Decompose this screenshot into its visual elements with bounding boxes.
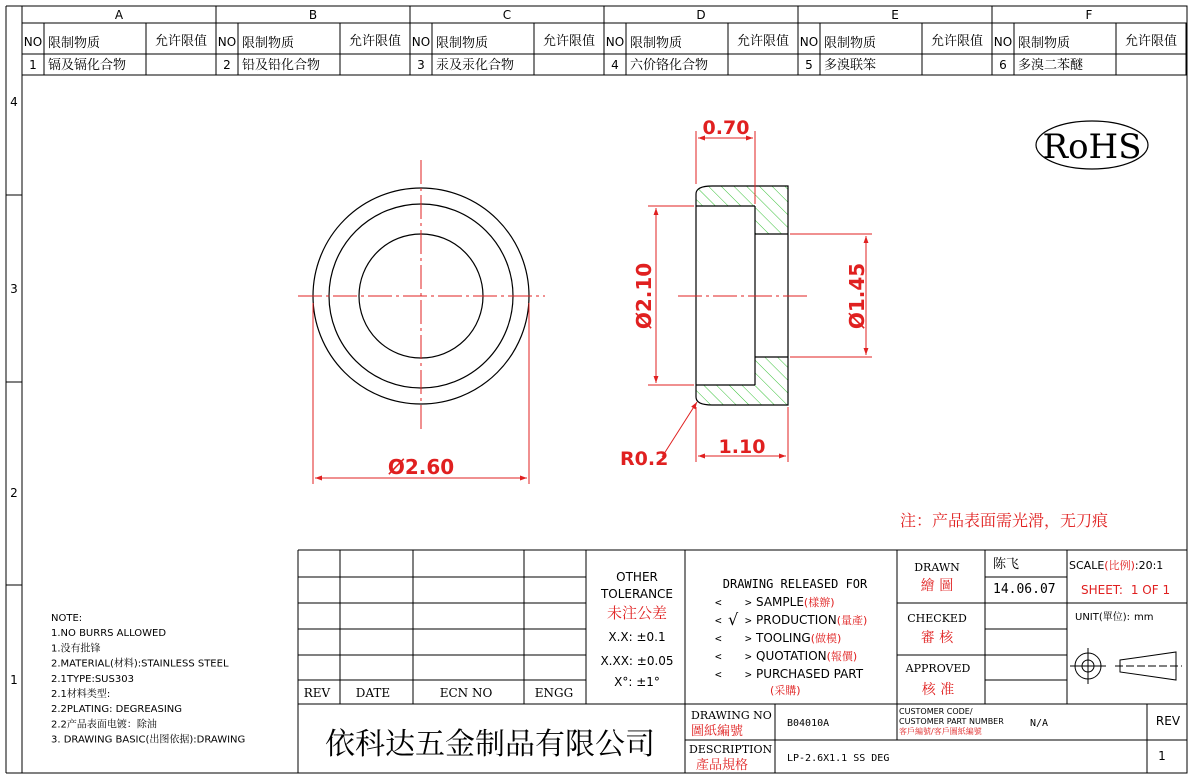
- tolerance-line-2: X.XX: ±0.05: [600, 654, 674, 668]
- substance-header: 限制物质: [824, 36, 877, 51]
- front-view: [298, 160, 545, 484]
- unit-label: UNIT(單位):: [1075, 612, 1131, 623]
- rev-label: REV: [1155, 714, 1181, 728]
- substance-header: 限制物质: [48, 36, 101, 51]
- tolerance-line-3: X°: ±1°: [614, 675, 660, 689]
- rohs-mark: [1036, 121, 1148, 169]
- drawing-no-label: DRAWING NO: [691, 709, 772, 722]
- projection-symbol-icon: [1070, 648, 1182, 684]
- customer-label-cn: 客戶編號/客戶圖紙編號: [899, 727, 982, 736]
- description-value: LP-2.6X1.1 SS DEG: [787, 753, 890, 764]
- description-label: DESCRIPTION: [689, 743, 773, 756]
- no-header: NO: [993, 35, 1013, 49]
- substance-group: [412, 23, 604, 75]
- substance-name: 六价铬化合物: [630, 58, 709, 73]
- zone-col-a: A: [114, 8, 124, 22]
- substance-no: 2: [223, 58, 231, 72]
- substance-header: 限制物质: [436, 36, 489, 51]
- release-option-text: [755, 631, 841, 645]
- drawn-by: 陈飞: [993, 557, 1020, 572]
- limit-header: 允许限值: [542, 34, 596, 49]
- limit-header: 允许限值: [1124, 34, 1178, 49]
- general-notes: [51, 613, 245, 746]
- scale-label-cn: (比例): [1104, 559, 1135, 572]
- substance-name: 多溴联笨: [824, 58, 877, 73]
- substance-group: [218, 23, 410, 75]
- release-arrow: >: [745, 668, 752, 681]
- limit-header: 允许限值: [736, 34, 790, 49]
- date-header: DATE: [355, 686, 391, 700]
- sheet-label: SHEET:: [1081, 583, 1123, 597]
- flange-diameter-label: Ø2.10: [632, 262, 656, 330]
- unit-line: [1075, 611, 1154, 623]
- limit-header: 允许限值: [348, 34, 402, 49]
- drawn-label: DRAWN: [914, 561, 960, 574]
- no-header: NO: [605, 35, 625, 49]
- note-line: NOTE:: [51, 613, 83, 624]
- release-arrow: >: [745, 596, 752, 609]
- zone-col-d: D: [696, 8, 706, 22]
- release-check-icon: √: [728, 610, 739, 629]
- limit-header: 允许限值: [154, 34, 208, 49]
- note-line: 2.1材料类型:: [51, 689, 111, 700]
- no-header: NO: [217, 35, 237, 49]
- release-option-cn: (采購): [770, 684, 801, 697]
- release-option-cn: (樣辦): [803, 596, 835, 609]
- zone-row-3: 3: [10, 282, 18, 296]
- rev-header: REV: [303, 686, 331, 700]
- signoff-block: [905, 557, 1056, 698]
- release-option-label: TOOLING: [756, 631, 811, 645]
- description-label-cn: 產品規格: [696, 758, 749, 773]
- release-option-text: [756, 667, 864, 681]
- zone-row-1: 1: [10, 673, 18, 687]
- release-arrow: >: [745, 632, 752, 645]
- rohs-label: RoHS: [1042, 127, 1142, 167]
- note-line: 3. DRAWING BASIC(出图依据):DRAWING: [51, 734, 246, 746]
- substance-group: [800, 23, 992, 75]
- zone-col-f: F: [1085, 8, 1093, 22]
- tolerance-title-2: TOLERANCE: [600, 587, 674, 601]
- outer-diameter-label: Ø2.60: [387, 455, 455, 479]
- note-line: 1.NO BURRS ALLOWED: [51, 628, 167, 640]
- release-bullet: <: [715, 668, 722, 681]
- checked-label: CHECKED: [907, 612, 967, 625]
- front-centerlines: [298, 160, 545, 432]
- note-line: 2.2PLATING: DEGREASING: [51, 704, 183, 716]
- customer-label-2: CUSTOMER PART NUMBER: [899, 717, 1004, 726]
- release-option: [715, 649, 857, 663]
- scale-sheet-unit: [1069, 558, 1182, 684]
- no-header: NO: [799, 35, 819, 49]
- engg-header: ENGG: [534, 686, 574, 700]
- bore-diameter-label: Ø1.45: [845, 262, 869, 330]
- limit-header: 允许限值: [930, 34, 984, 49]
- no-header: NO: [23, 35, 43, 49]
- note-line: 1.没有批锋: [51, 643, 101, 655]
- release-arrow: >: [745, 650, 752, 663]
- substance-no: 6: [999, 58, 1007, 72]
- customer-value: N/A: [1030, 718, 1049, 729]
- restricted-substances-table: [22, 23, 1187, 75]
- tolerance-line-1: X.X: ±0.1: [608, 630, 666, 644]
- release-title: DRAWING RELEASED FOR: [722, 577, 868, 591]
- drawn-date: 14.06.07: [993, 582, 1056, 597]
- section-view: [620, 117, 872, 470]
- release-block: [715, 577, 868, 697]
- sheet-line: [1081, 583, 1170, 597]
- length-label: 1.10: [718, 436, 766, 458]
- release-option: [715, 595, 835, 609]
- surface-note: 注：产品表面需光滑，无刀痕: [900, 511, 1109, 530]
- flange-thickness-label: 0.70: [702, 117, 750, 139]
- release-bullet: <: [715, 650, 722, 663]
- approved-label: APPROVED: [905, 662, 971, 675]
- title-block: [298, 550, 1187, 773]
- release-option-text: [756, 595, 835, 609]
- release-bullet: <: [715, 614, 722, 627]
- zone-col-e: E: [891, 8, 899, 22]
- release-bullet: <: [715, 596, 722, 609]
- substance-name: 汞及汞化合物: [436, 58, 515, 73]
- customer-label-1: CUSTOMER CODE/: [899, 707, 973, 716]
- zone-row-labels: [10, 95, 18, 687]
- note-line: 2.2产品表面电镀：除油: [51, 719, 157, 731]
- zone-row-2: 2: [10, 486, 18, 500]
- release-option-label: QUOTATION: [756, 649, 827, 663]
- checked-label-cn: 審 核: [920, 630, 954, 646]
- substance-no: 5: [805, 58, 813, 72]
- unit-value: mm: [1134, 612, 1154, 623]
- release-option-label: SAMPLE: [756, 595, 804, 609]
- substance-header: 限制物质: [630, 36, 683, 51]
- tolerance-title-1: OTHER: [616, 570, 658, 584]
- radius-label: R0.2: [620, 448, 669, 470]
- release-arrow: >: [745, 614, 752, 627]
- release-option: [715, 667, 864, 697]
- note-line: 2.1TYPE:SUS303: [51, 673, 134, 685]
- drawing-no-value: B04010A: [787, 718, 830, 729]
- release-option: [715, 631, 841, 645]
- ecn-header: ECN NO: [439, 686, 493, 700]
- scale-value: :20:1: [1134, 559, 1164, 572]
- zone-col-b: B: [308, 8, 318, 22]
- rev-value: 1: [1158, 749, 1166, 763]
- approved-label-cn: 核 准: [921, 682, 955, 698]
- substance-no: 4: [611, 58, 619, 72]
- release-bullet: <: [715, 632, 722, 645]
- substance-no: 3: [417, 58, 425, 72]
- substance-name: 铅及铅化合物: [242, 58, 321, 73]
- scale-line: [1069, 558, 1163, 572]
- substance-group: [606, 23, 798, 75]
- substance-no: 1: [29, 58, 37, 72]
- no-header: NO: [411, 35, 431, 49]
- release-option-label: PURCHASED PART: [756, 667, 864, 681]
- drawn-label-cn: 繪 圖: [920, 578, 954, 594]
- zone-col-c: C: [502, 8, 512, 22]
- substance-group: [24, 23, 216, 75]
- tolerance-block: [600, 570, 674, 689]
- release-option-cn: (量產): [836, 614, 868, 627]
- release-option-text: [756, 613, 867, 627]
- release-option: [715, 610, 867, 629]
- substance-group: [994, 23, 1186, 75]
- release-option-text: [756, 649, 857, 663]
- release-option-cn: (報價): [826, 650, 858, 663]
- tolerance-title-cn: 未注公差: [606, 604, 668, 622]
- drawing-no-label-cn: 圖紙編號: [691, 724, 744, 739]
- release-option-cn: (做模): [810, 632, 842, 645]
- company-name: 依科达五金制品有限公司: [325, 727, 655, 762]
- substance-name: 多溴二苯醚: [1018, 58, 1084, 73]
- substance-name: 镉及镉化合物: [48, 58, 127, 73]
- note-line: 2.MATERIAL(材料):STAINLESS STEEL: [51, 658, 229, 670]
- substance-header: 限制物质: [1018, 36, 1071, 51]
- substance-header: 限制物质: [242, 36, 295, 51]
- release-option-label: PRODUCTION: [756, 613, 837, 627]
- scale-label: SCALE: [1069, 559, 1105, 572]
- sheet-value: 1 OF 1: [1130, 583, 1171, 597]
- zone-row-4: 4: [10, 95, 18, 109]
